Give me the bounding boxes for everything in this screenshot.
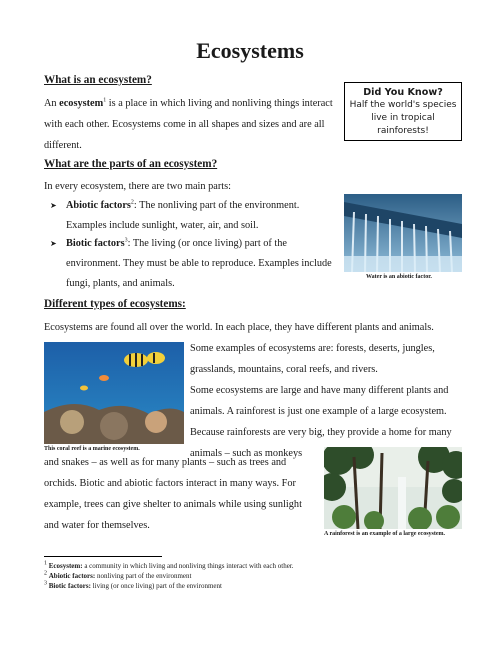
term-biotic: Biotic factors [66,238,125,249]
definition-line-2: with each other. Ecosystems come in all shapes and sizes and are all [44,119,325,130]
types-line-8: and snakes – as well as for many plants – such as trees and [44,457,287,468]
heading-parts-of-ecosystem: What are the parts of an ecosystem? [44,158,218,170]
types-line-1: Ecosystems are found all over the world. In each place, they have different plants and animals. [44,322,434,333]
types-paragraph-bottom [44,452,322,536]
did-you-know-box [344,82,462,141]
types-line-7: animals – such as monkeys [190,448,303,459]
definition-line-3: different. [44,140,82,151]
parts-intro: In every ecosystem, there are two main parts: [44,181,231,192]
rainforest-caption: A rainforest is an example of a large ecosystem. [324,531,446,537]
footnote-1: $^1$ Ecosystem: a community in which living and nonliving things interact with each other. [44,560,294,570]
footnotes [44,561,294,591]
did-you-know-line-3: rainforests! [377,126,429,136]
types-line-5: animals. A rainforest is just one example of a large ecosystem. [190,406,447,417]
heading-what-is-ecosystem: What is an ecosystem? [44,74,152,86]
bullet-biotic: ➤ Biotic factors$^3$: The living (or once living) part of the environment. They must be able to reproduce. Examples include fungi, plants, and animals. [66,234,338,294]
footnote-3: $^3$ Biotic factors: living (or once living) part of the environment [44,580,222,590]
types-line-6: Because rainforests are very big, they provide a home for many [190,427,452,438]
types-line-2: Some examples of ecosystems are: forests, deserts, jungles, [190,343,435,354]
coral-reef-image [44,342,184,444]
did-you-know-line-2: live in tropical [371,113,435,123]
coral-reef-caption: This coral reef is a marine ecosystem. [44,446,140,452]
types-paragraph-right [190,338,462,380]
footnote-2: $^2$ Abiotic factors: nonliving part of the environment [44,570,192,580]
ecosystem-definition [44,93,344,156]
footnote-divider [44,556,162,557]
footnote-ref-2[interactable]: 2 [130,199,134,206]
page-title: Ecosystems [196,38,304,63]
types-line-9: orchids. Biotic and abiotic factors interact in many ways. For [44,478,296,489]
bullet-marker: ➤ [50,201,57,210]
types-line-3: grasslands, mountains, coral reefs, and rivers. [190,364,378,375]
did-you-know-title: Did You Know? [363,87,443,98]
types-line-11: and water for themselves. [44,520,150,531]
bullet-marker: ➤ [50,239,57,248]
footnote-ref-1[interactable]: 1 [103,97,107,104]
waterfall-image [344,194,462,272]
footnote-ref-3[interactable]: 3 [124,237,128,244]
types-line-4: Some ecosystems are large and have many different plants and [190,385,449,396]
rainforest-image [324,447,462,529]
bullet-abiotic: ➤ Abiotic factors$^2$: The nonliving part of the environment. Examples include sunlight, water, air, and soil. [66,196,338,236]
types-line-10: example, trees can give shelter to animals while using sunlight [44,499,302,510]
term-ecosystem: ecosystem [59,98,104,109]
heading-types-of-ecosystems: Different types of ecosystems: [44,298,186,310]
waterfall-caption: Water is an abiotic factor. [366,274,432,280]
definition-line-1: An ecosystem$^1$ is a place in which living and nonliving things interact [44,97,333,109]
did-you-know-line-1: Half the world's species [349,100,457,110]
term-abiotic: Abiotic factors [66,200,131,211]
